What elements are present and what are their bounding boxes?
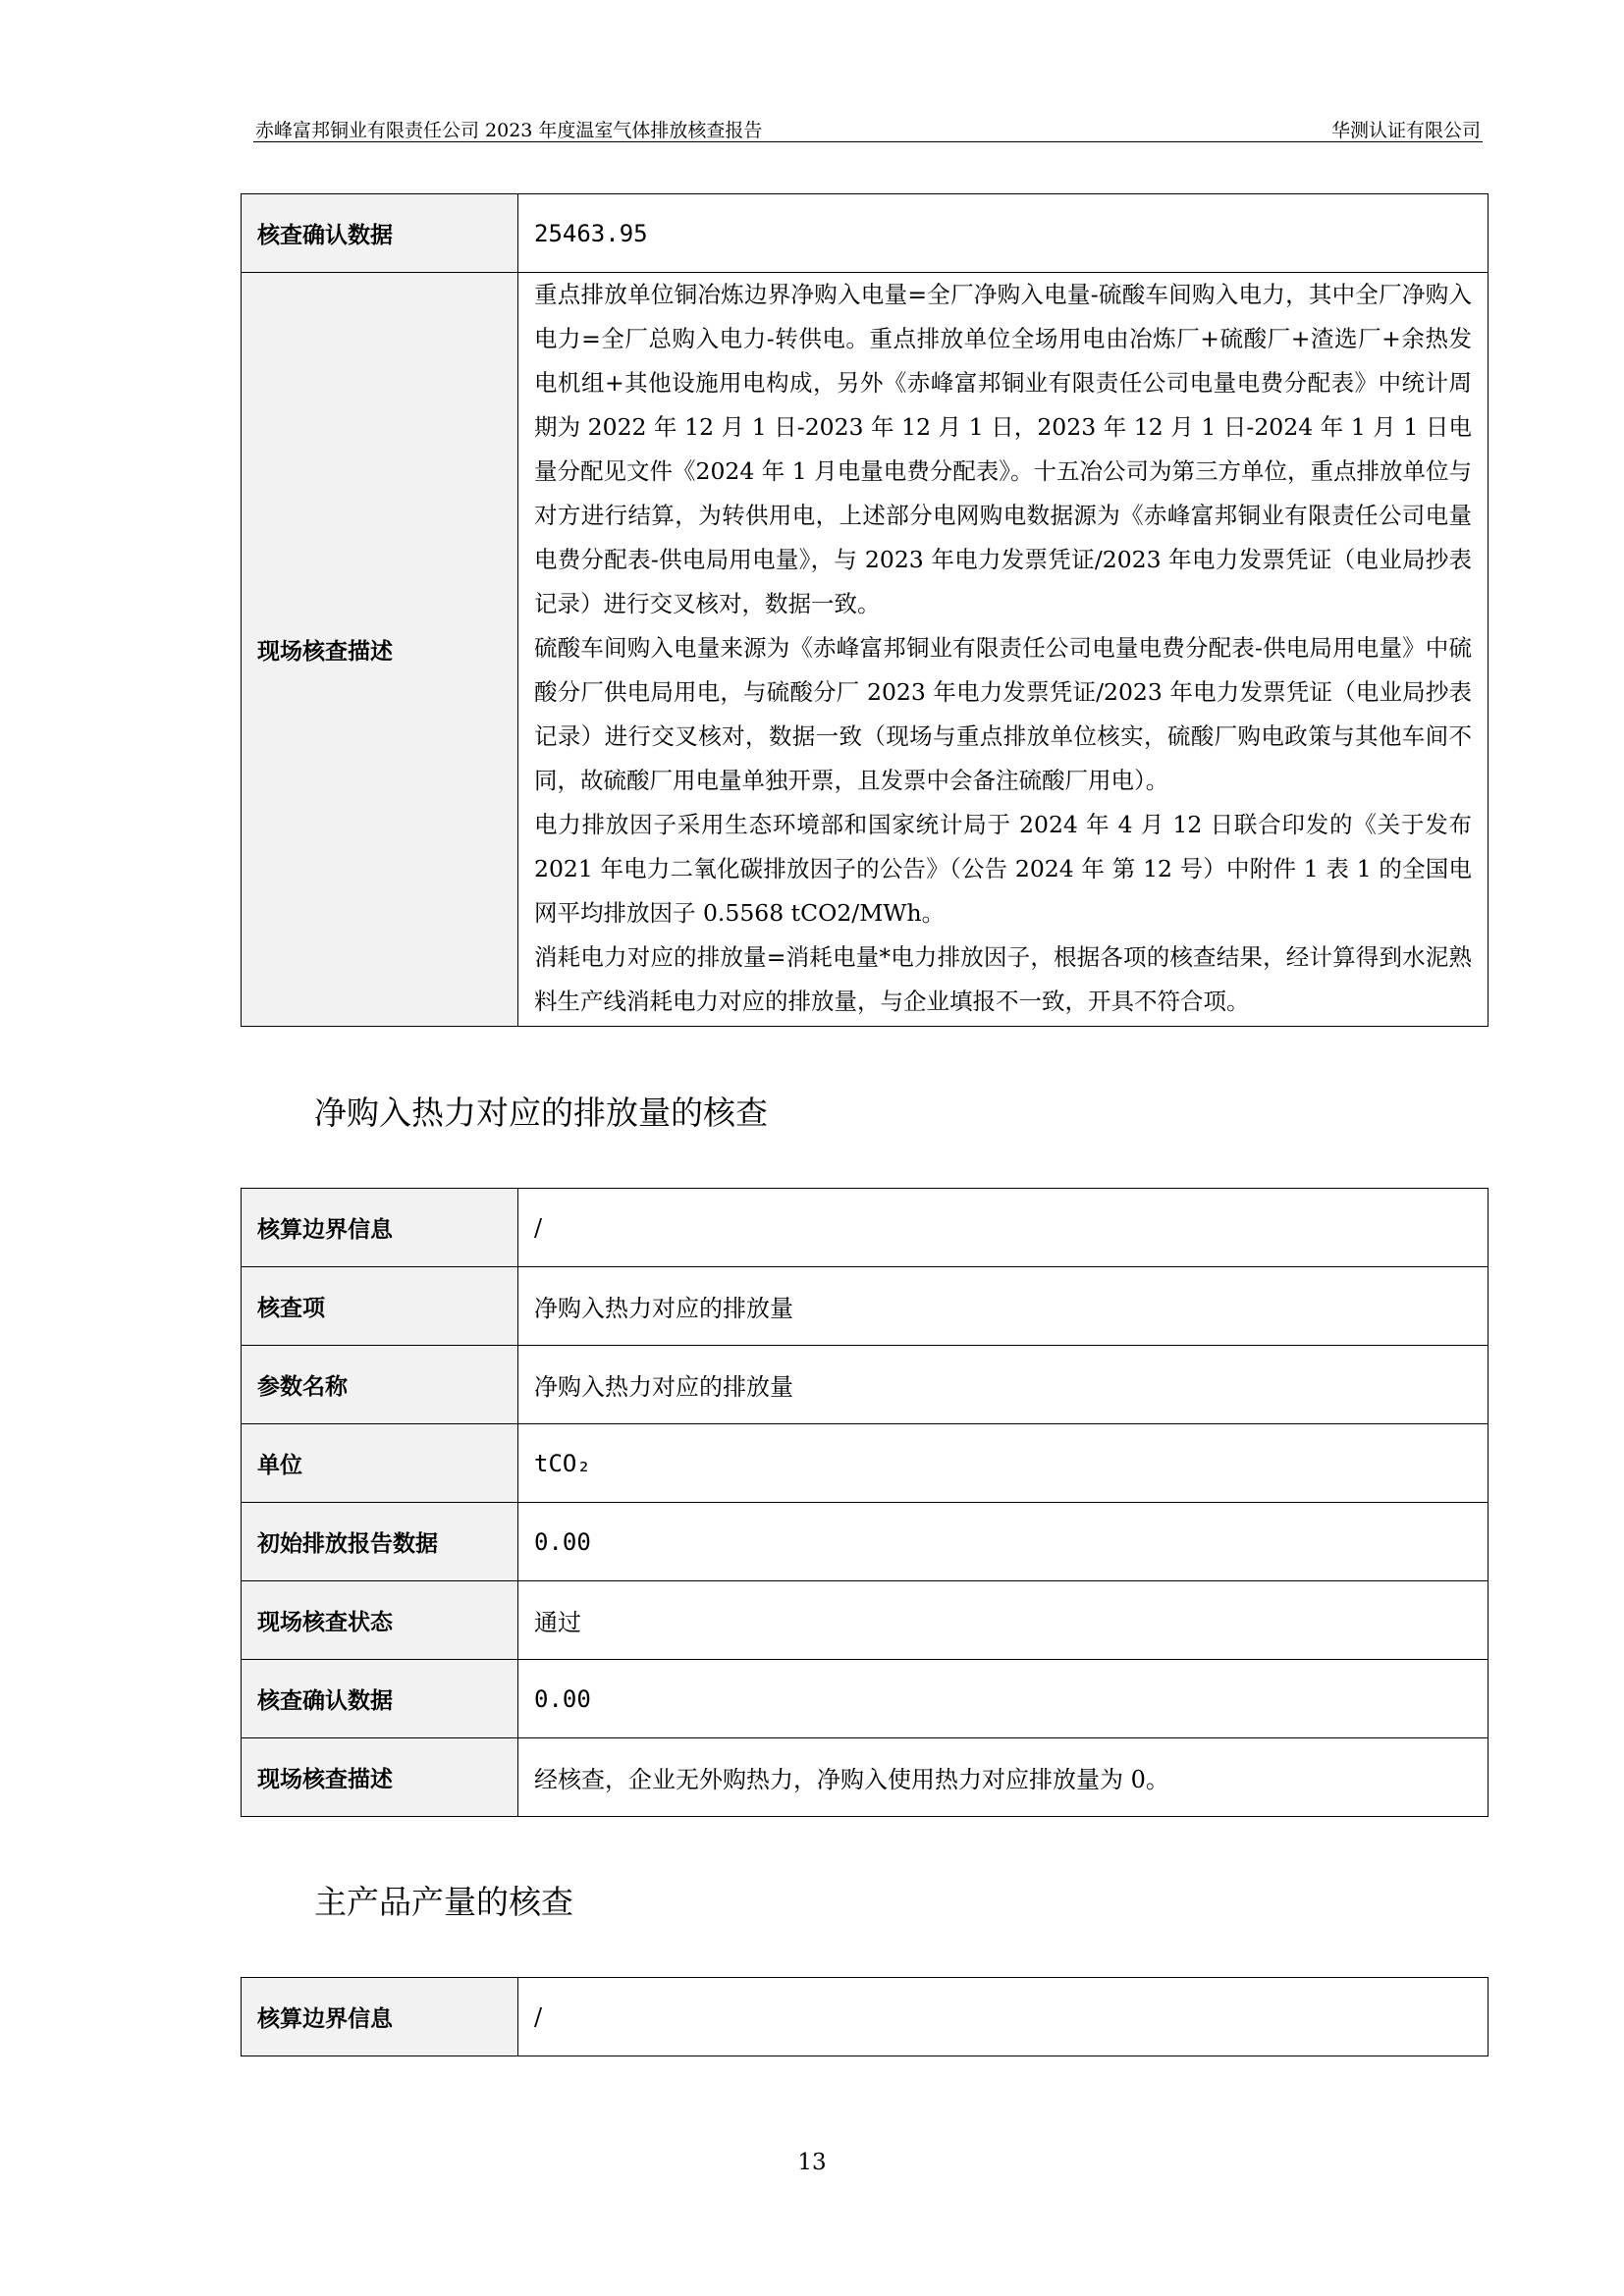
- page-header: [253, 110, 1483, 142]
- heat-verification-table: [241, 1188, 1489, 1817]
- table-row: [242, 1738, 1489, 1817]
- row-value: /: [518, 1189, 1489, 1267]
- description-paragraph: 硫酸车间购入电量来源为《赤峰富邦铜业有限责任公司电量电费分配表-供电局用电量》中硫酸分厂供电局用电，与硫酸分厂 2023 年电力发票凭证/2023 年电力发票凭证（电业局抄表记录）进行交叉核对，数据一致（现场与重点排放单位核实，硫酸厂购电政策与其他车间不同，故硫酸厂用电量单独开票，且发票中会备注硫酸厂用电）。: [534, 634, 1472, 794]
- row-key: 现场核查描述: [242, 1738, 518, 1817]
- row-key: 核算边界信息: [242, 1978, 518, 2056]
- electricity-verification-table: [241, 193, 1489, 1027]
- row-key: 现场核查状态: [242, 1581, 518, 1660]
- section-heading-product: 主产品产量的核查: [314, 1883, 573, 1921]
- row-value: 经核查，企业无外购热力，净购入使用热力对应排放量为 0。: [518, 1738, 1489, 1817]
- table-row: [242, 1189, 1489, 1267]
- description-paragraph: 重点排放单位铜冶炼边界净购入电量=全厂净购入电量-硫酸车间购入电力，其中全厂净购入电力=全厂总购入电力-转供电。重点排放单位全场用电由冶炼厂+硫酸厂+渣选厂+余热发电机组+其他设施用电构成，另外《赤峰富邦铜业有限责任公司电量电费分配表》中统计周期为 2022 年 12 月 1 日-2023 年 12 月 1 日，2023 年 12 月 1 日-2024 年 1 月 1 日电量分配见文件《2024 年 1 月电量电费分配表》。十五冶公司为第三方单位，重点排放单位与对方进行结算，为转供用电，上述部分电网购电数据源为《赤峰富邦铜业有限责任公司电量电费分配表-供电局用电量》，与 2023 年电力发票凭证/2023 年电力发票凭证（电业局抄表记录）进行交叉核对，数据一致。: [534, 281, 1472, 617]
- row-value: 0.00: [518, 1660, 1489, 1738]
- table-row: [242, 1978, 1489, 2056]
- row-key: 核查项: [242, 1267, 518, 1346]
- row-key: 现场核查描述: [242, 273, 518, 1027]
- company-name-header: 华测认证有限公司: [1330, 120, 1481, 141]
- description-cell: [518, 273, 1489, 1027]
- product-verification-table: [241, 1977, 1489, 2056]
- table-row: [242, 194, 1489, 273]
- row-key: 核算边界信息: [242, 1189, 518, 1267]
- row-key: 单位: [242, 1424, 518, 1503]
- row-key: 核查确认数据: [242, 1660, 518, 1738]
- row-value: 25463.95: [518, 194, 1489, 273]
- table-row: [242, 1424, 1489, 1503]
- section-heading-heat: 净购入热力对应的排放量的核查: [314, 1094, 768, 1132]
- report-title-header: 赤峰富邦铜业有限责任公司 2023 年度温室气体排放核查报告: [255, 120, 763, 141]
- description-paragraph: 消耗电力对应的排放量=消耗电量*电力排放因子，根据各项的核查结果，经计算得到水泥熟料生产线消耗电力对应的排放量，与企业填报不一致，开具不符合项。: [534, 943, 1472, 1015]
- row-key: 参数名称: [242, 1346, 518, 1424]
- row-value: /: [518, 1978, 1489, 2056]
- page-number: 13: [797, 2150, 827, 2175]
- table-row: [242, 1503, 1489, 1581]
- row-value: 净购入热力对应的排放量: [518, 1346, 1489, 1424]
- description-paragraph: 电力排放因子采用生态环境部和国家统计局于 2024 年 4 月 12 日联合印发的《关于发布 2021 年电力二氧化碳排放因子的公告》（公告 2024 年 第 12 号）中附件 1 表 1 的全国电网平均排放因子 0.5568 tCO2/MWh。: [534, 811, 1472, 927]
- table-row: [242, 273, 1489, 1027]
- row-value: 通过: [518, 1581, 1489, 1660]
- row-value: 0.00: [518, 1503, 1489, 1581]
- table-row: [242, 1267, 1489, 1346]
- row-key: 核查确认数据: [242, 194, 518, 273]
- table-row: [242, 1346, 1489, 1424]
- row-key: 初始排放报告数据: [242, 1503, 518, 1581]
- table-row: [242, 1660, 1489, 1738]
- table-row: [242, 1581, 1489, 1660]
- row-value: 净购入热力对应的排放量: [518, 1267, 1489, 1346]
- row-value: tCO₂: [518, 1424, 1489, 1503]
